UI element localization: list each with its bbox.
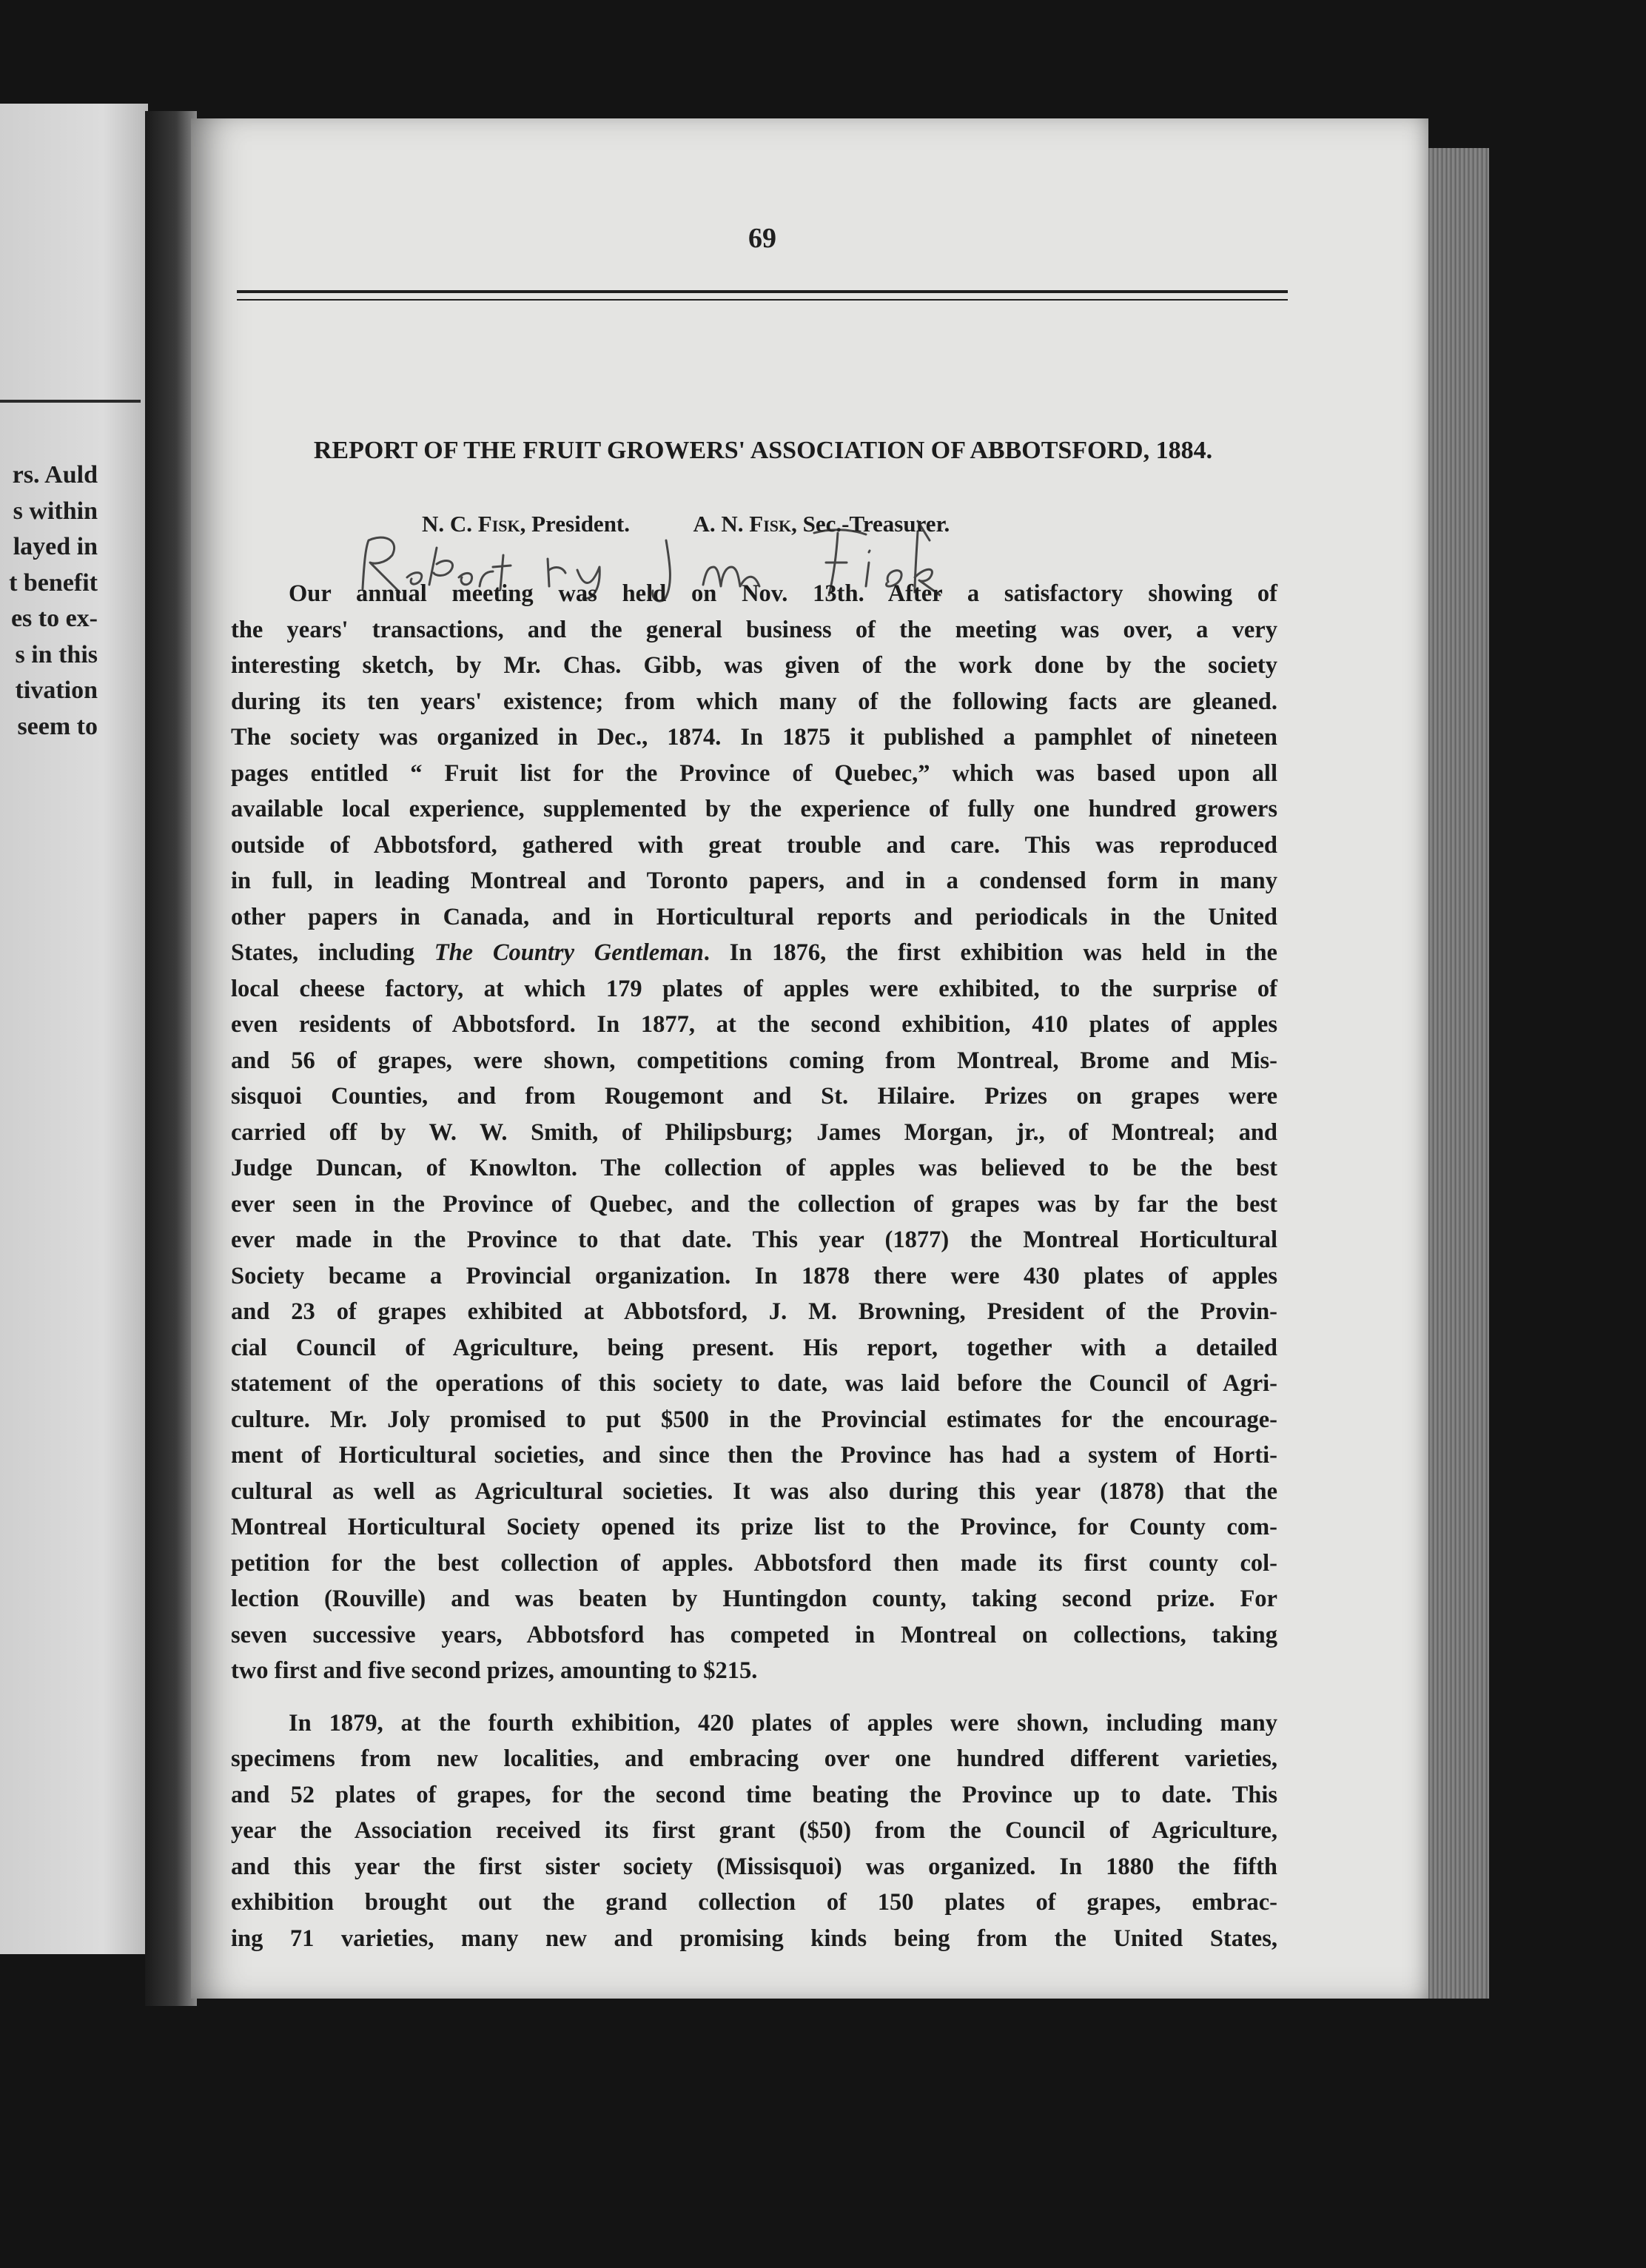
text-line: other papers in Canada, and in Horticultural reports and periodicals in the United bbox=[231, 903, 1277, 930]
text-line: statement of the operations of this society to date, was laid before the Council of Agri- bbox=[231, 1370, 1277, 1397]
text-line: specimens from new localities, and embracing over one hundred different varieties, bbox=[231, 1745, 1277, 1772]
report-title: REPORT OF THE FRUIT GROWERS' ASSOCIATION OF ABBOTSFORD, 1884. bbox=[313, 437, 1213, 464]
text-line: Judge Duncan, of Knowlton. The collection of apples was believed to be the best bbox=[231, 1155, 1277, 1181]
text-line: during its ten years' existence; from which many of the following facts are gleaned. bbox=[231, 688, 1277, 715]
text-line: in full, in leading Montreal and Toronto papers, and in a condensed form in many bbox=[231, 868, 1277, 894]
text-line: seven successive years, Abbotsford has competed in Montreal on collections, taking bbox=[231, 1621, 1277, 1648]
text-line: ever made in the Province to that date. This year (1877) the Montreal Horticultural bbox=[231, 1227, 1277, 1253]
text-line: States, including The Country Gentleman. In 1876, the first exhibition was held in the bbox=[231, 939, 1277, 966]
text-line: even residents of Abbotsford. In 1877, at the second exhibition, 410 plates of apples bbox=[231, 1011, 1277, 1038]
secretary-role: Sec.-Treasurer. bbox=[802, 511, 950, 537]
header-rule-thick bbox=[237, 290, 1288, 293]
left-page-rule bbox=[0, 400, 141, 403]
text-line: and 56 of grapes, were shown, competitions coming from Montreal, Brome and Mis- bbox=[231, 1047, 1277, 1074]
text-line: the years' transactions, and the general business of the meeting was over, a very bbox=[231, 616, 1277, 643]
paragraph bbox=[231, 1705, 1277, 1957]
report-body bbox=[231, 576, 1277, 1956]
periodical-title: The Country Gentleman bbox=[434, 939, 704, 966]
book-gutter bbox=[145, 111, 197, 2006]
text-line: available local experience, supplemented by the experience of fully one hundred growers bbox=[231, 796, 1277, 822]
text-line: Our annual meeting was held on Nov. 13th. After a satisfactory showing of bbox=[289, 580, 1277, 607]
text-line: ever seen in the Province of Quebec, and the collection of grapes was by far the best bbox=[231, 1190, 1277, 1218]
secretary-name: A. N. Fisk, bbox=[693, 511, 797, 537]
text-line: carried off by W. W. Smith, of Philipsburg; James Morgan, jr., of Montreal; and bbox=[231, 1118, 1277, 1146]
text-line: cultural as well as Agricultural societies. It was also during this year (1878) that the bbox=[231, 1477, 1277, 1505]
text-line: two first and five second prizes, amounting to $215. bbox=[231, 1657, 758, 1684]
left-fragment: seem to bbox=[17, 712, 98, 740]
text-line: outside of Abbotsford, gathered with great trouble and care. This was reproduced bbox=[231, 831, 1277, 859]
left-fragment: t benefit bbox=[9, 568, 98, 597]
text-line: In 1879, at the fourth exhibition, 420 plates of apples were shown, including many bbox=[289, 1709, 1277, 1737]
text-line: and 23 of grapes exhibited at Abbotsford, J. M. Browning, President of the Provin- bbox=[231, 1298, 1277, 1325]
president-role: President. bbox=[531, 511, 631, 537]
president-name: N. C. Fisk, bbox=[422, 511, 526, 537]
text-line: local cheese factory, at which 179 plates of apples were exhibited, to the surprise of bbox=[231, 975, 1277, 1002]
text-line: year the Association received its first grant ($50) from the Council of Agriculture, bbox=[231, 1817, 1277, 1844]
left-fragment: tivation bbox=[15, 677, 98, 704]
left-facing-page bbox=[0, 104, 148, 1954]
text-line: sisquoi Counties, and from Rougemont and St. Hilaire. Prizes on grapes were bbox=[231, 1083, 1277, 1110]
text-line: petition for the best collection of apples. Abbotsford then made its first county col- bbox=[231, 1549, 1277, 1577]
left-fragment: s in this bbox=[15, 640, 98, 668]
text-line: cial Council of Agriculture, being present. His report, together with a detailed bbox=[231, 1334, 1277, 1361]
left-fragment: s within bbox=[13, 497, 98, 525]
text-line: ment of Horticultural societies, and since then the Province has had a system of Horti- bbox=[231, 1442, 1277, 1469]
text-line: lection (Rouville) and was beaten by Huntingdon county, taking second prize. For bbox=[231, 1586, 1277, 1612]
paragraph bbox=[231, 576, 1277, 1689]
text-line: exhibition brought out the grand collection of 150 plates of grapes, embrac- bbox=[231, 1889, 1277, 1916]
text-line: pages entitled “ Fruit list for the Province of Quebec,” which was based upon all bbox=[231, 759, 1277, 787]
left-fragment: rs. Auld bbox=[12, 461, 98, 489]
text-line: ing 71 varieties, many new and promising kinds being from the United States, bbox=[231, 1925, 1277, 1952]
left-fragment: layed in bbox=[13, 533, 98, 560]
text-line: interesting sketch, by Mr. Chas. Gibb, was given of the work done by the society bbox=[231, 652, 1277, 679]
officers-line bbox=[422, 511, 1162, 537]
text-line: and this year the first sister society (Missisquoi) was organized. In 1880 the fifth bbox=[231, 1853, 1277, 1880]
page-number: 69 bbox=[748, 223, 776, 254]
text-line: Montreal Horticultural Society opened its prize list to the Province, for County com- bbox=[231, 1514, 1277, 1540]
text-line: culture. Mr. Joly promised to put $500 in the Provincial estimates for the encourage- bbox=[231, 1406, 1277, 1433]
text-line: The society was organized in Dec., 1874. In 1875 it published a pamphlet of nineteen bbox=[231, 724, 1277, 751]
text-line: and 52 plates of grapes, for the second time beating the Province up to date. This bbox=[231, 1781, 1277, 1808]
left-page-text-fragments bbox=[0, 457, 148, 745]
left-fragment: es to ex- bbox=[10, 605, 98, 632]
text-line: Society became a Provincial organization. In 1878 there were 430 plates of apples bbox=[231, 1262, 1277, 1289]
header-rule-thin bbox=[237, 299, 1288, 301]
